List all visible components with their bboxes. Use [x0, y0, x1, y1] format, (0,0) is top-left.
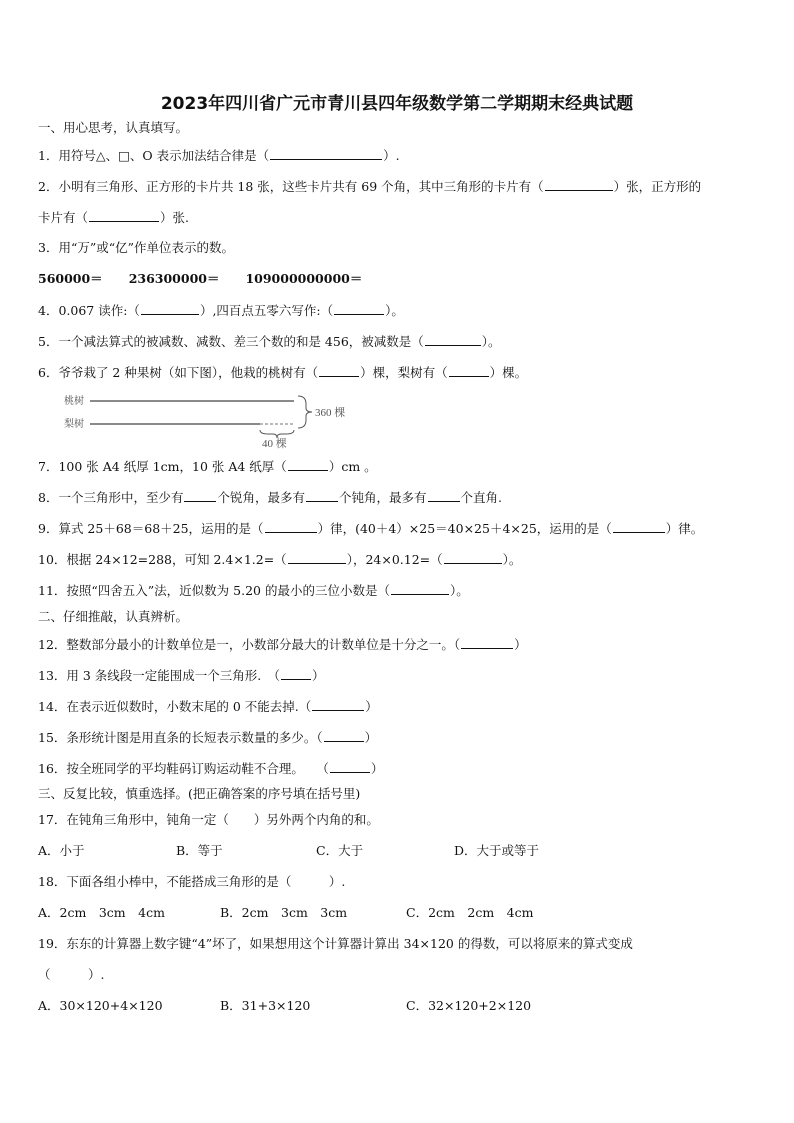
question-6 — [38, 364, 527, 381]
question-9-text-end: ）律。 — [665, 521, 704, 536]
number-1: 560000＝ — [38, 271, 103, 286]
question-16 — [38, 760, 383, 777]
option-a[interactable]: A．30×120+4×120 — [38, 998, 163, 1013]
question-18-options — [38, 905, 533, 921]
question-9-text-mid: ）律，(40＋4）×25＝40×25＋4×25，运用的是（ — [317, 521, 612, 536]
total-brace — [298, 396, 312, 428]
section-1-heading: 一、用心思考，认真填写。 — [38, 120, 189, 135]
question-10-text-end: ）。 — [502, 552, 522, 567]
tree-line-diagram — [62, 392, 382, 450]
section-2-heading: 二、仔细推敲，认真辨析。 — [38, 609, 189, 624]
question-11 — [38, 582, 469, 599]
question-8-text-b: 个锐角，最多有 — [217, 490, 305, 505]
option-b[interactable]: B．2cm 3cm 3cm — [220, 905, 348, 920]
question-15-text-end: ） — [364, 730, 378, 745]
question-12-text-end: ） — [514, 637, 527, 652]
question-2-cont — [38, 209, 189, 226]
page-title: 2023年四川省广元市青川县四年级数学第二学期期末经典试题 — [160, 94, 634, 114]
question-14-text: 14．在表示近似数时，小数末尾的 0 不能去掉.（ — [38, 699, 312, 714]
answer-blank[interactable] — [89, 209, 159, 222]
question-11-text: 11．按照“四舍五入”法，近似数为 5.20 的最小的三位小数是（ — [38, 583, 390, 598]
option-c[interactable]: C．2cm 2cm 4cm — [406, 905, 534, 920]
option-d[interactable]: D．大于或等于 — [454, 843, 540, 858]
question-1 — [38, 147, 400, 164]
answer-blank[interactable] — [428, 489, 460, 502]
answer-blank[interactable] — [425, 333, 481, 346]
answer-blank[interactable] — [319, 364, 359, 377]
total-label: 360 棵 — [315, 407, 346, 419]
answer-blank[interactable] — [545, 178, 613, 191]
question-12 — [38, 636, 527, 653]
section-3-heading: 三、反复比较，慎重选择。(把正确答案的序号填在括号里) — [38, 786, 361, 801]
answer-blank[interactable] — [461, 636, 513, 649]
question-18: 18．下面各组小棒中，不能搭成三角形的是（ ）. — [38, 874, 346, 889]
question-3: 3．用“万”或“亿”作单位表示的数。 — [38, 240, 235, 255]
question-4-text: 4．0.067 读作:（ — [38, 303, 140, 318]
question-4-text-end: ）。 — [385, 303, 404, 318]
question-9 — [38, 520, 703, 537]
answer-blank[interactable] — [281, 667, 311, 680]
option-b[interactable]: B．等于 — [176, 843, 223, 858]
answer-blank[interactable] — [288, 458, 328, 471]
answer-blank[interactable] — [306, 489, 338, 502]
answer-blank[interactable] — [324, 729, 364, 742]
question-1-text-end: ）. — [383, 148, 400, 163]
question-13-text-end: ） — [312, 668, 325, 683]
answer-blank[interactable] — [288, 551, 346, 564]
question-3-numbers — [38, 271, 362, 287]
question-2 — [38, 178, 701, 195]
option-a[interactable]: A．2cm 3cm 4cm — [38, 905, 165, 920]
option-c[interactable]: C．大于 — [316, 843, 364, 858]
question-16-text-end: ） — [370, 761, 384, 776]
answer-blank[interactable] — [444, 551, 502, 564]
difference-label: 40 棵 — [262, 438, 287, 450]
answer-blank[interactable] — [184, 489, 216, 502]
question-7 — [38, 458, 377, 475]
answer-blank[interactable] — [141, 302, 199, 315]
question-9-text: 9．算式 25＋68＝68＋25，运用的是（ — [38, 521, 264, 536]
question-16-text: 16．按全班同学的平均鞋码订购运动鞋不合理。 （ — [38, 761, 329, 776]
question-2-text-mid: ）张，正方形的 — [613, 179, 702, 194]
pear-tree-label: 梨树 — [64, 419, 84, 430]
question-19-cont: （ ）. — [38, 967, 105, 982]
answer-blank[interactable] — [449, 364, 489, 377]
difference-brace — [260, 430, 294, 438]
question-15-text: 15．条形统计图是用直条的长短表示数量的多少。（ — [38, 730, 323, 745]
question-8-text-c: 个钝角，最多有 — [338, 490, 427, 505]
question-2-text-line2: 卡片有（ — [38, 210, 89, 225]
question-1-text: 1．用符号△、□、O 表示加法结合律是（ — [38, 148, 270, 163]
answer-blank[interactable] — [312, 698, 364, 711]
question-7-text-end: ）cm 。 — [328, 459, 377, 474]
question-7-text: 7．100 张 A4 纸厚 1cm，10 张 A4 纸厚（ — [38, 459, 287, 474]
question-5 — [38, 333, 501, 350]
question-17-options — [38, 843, 539, 859]
question-10-text: 10．根据 24×12=288，可知 2.4×1.2=（ — [38, 552, 287, 567]
question-12-text: 12．整数部分最小的计数单位是一，小数部分最大的计数单位是十分之一。（ — [38, 637, 461, 652]
option-c[interactable]: C．32×120+2×120 — [406, 998, 532, 1013]
question-10-text-mid: ），24×0.12=（ — [346, 552, 443, 567]
question-2-text-end: ）张. — [160, 210, 189, 225]
question-11-text-end: ）。 — [449, 583, 469, 598]
peach-tree-label: 桃树 — [64, 396, 84, 407]
question-5-text: 5．一个减法算式的被减数、减数、差三个数的和是 456，被减数是（ — [38, 334, 424, 349]
question-6-text-mid: ）棵，梨树有（ — [360, 365, 448, 380]
answer-blank[interactable] — [265, 520, 317, 533]
question-4 — [38, 302, 404, 319]
question-14 — [38, 698, 378, 715]
question-5-text-end: ）。 — [481, 334, 501, 349]
question-10 — [38, 551, 521, 568]
question-6-text-end: ）棵。 — [489, 365, 528, 380]
question-6-text: 6．爷爷栽了 2 种果树（如下图），他栽的桃树有（ — [38, 365, 319, 380]
number-3: 109000000000＝ — [245, 271, 363, 286]
question-19-options — [38, 998, 531, 1014]
question-17: 17．在钝角三角形中，钝角一定（ ）另外两个内角的和。 — [38, 812, 379, 827]
option-a[interactable]: A．小于 — [38, 843, 85, 858]
answer-blank[interactable] — [613, 520, 665, 533]
question-8-text: 8．一个三角形中，至少有 — [38, 490, 184, 505]
answer-blank[interactable] — [270, 147, 382, 160]
answer-blank[interactable] — [330, 760, 370, 773]
question-8-text-d: 个直角. — [460, 490, 502, 505]
question-8 — [38, 489, 502, 506]
option-b[interactable]: B．31+3×120 — [220, 998, 311, 1013]
question-13 — [38, 667, 325, 684]
question-4-text-mid: ）,四百点五零六写作:（ — [199, 303, 334, 318]
question-13-text: 13．用 3 条线段一定能围成一个三角形. （ — [38, 668, 281, 683]
answer-blank[interactable] — [334, 302, 384, 315]
question-2-text: 2．小明有三角形、正方形的卡片共 18 张，这些卡片共有 69 个角，其中三角形的卡片有（ — [38, 179, 544, 194]
question-19: 19．东东的计算器上数字键“4”坏了，如果想用这个计算器计算出 34×120 的得数，可以将原来的算式变成 — [38, 936, 633, 951]
question-15 — [38, 729, 377, 746]
number-2: 236300000＝ — [128, 271, 220, 286]
question-14-text-end: ） — [365, 699, 378, 714]
answer-blank[interactable] — [391, 582, 449, 595]
